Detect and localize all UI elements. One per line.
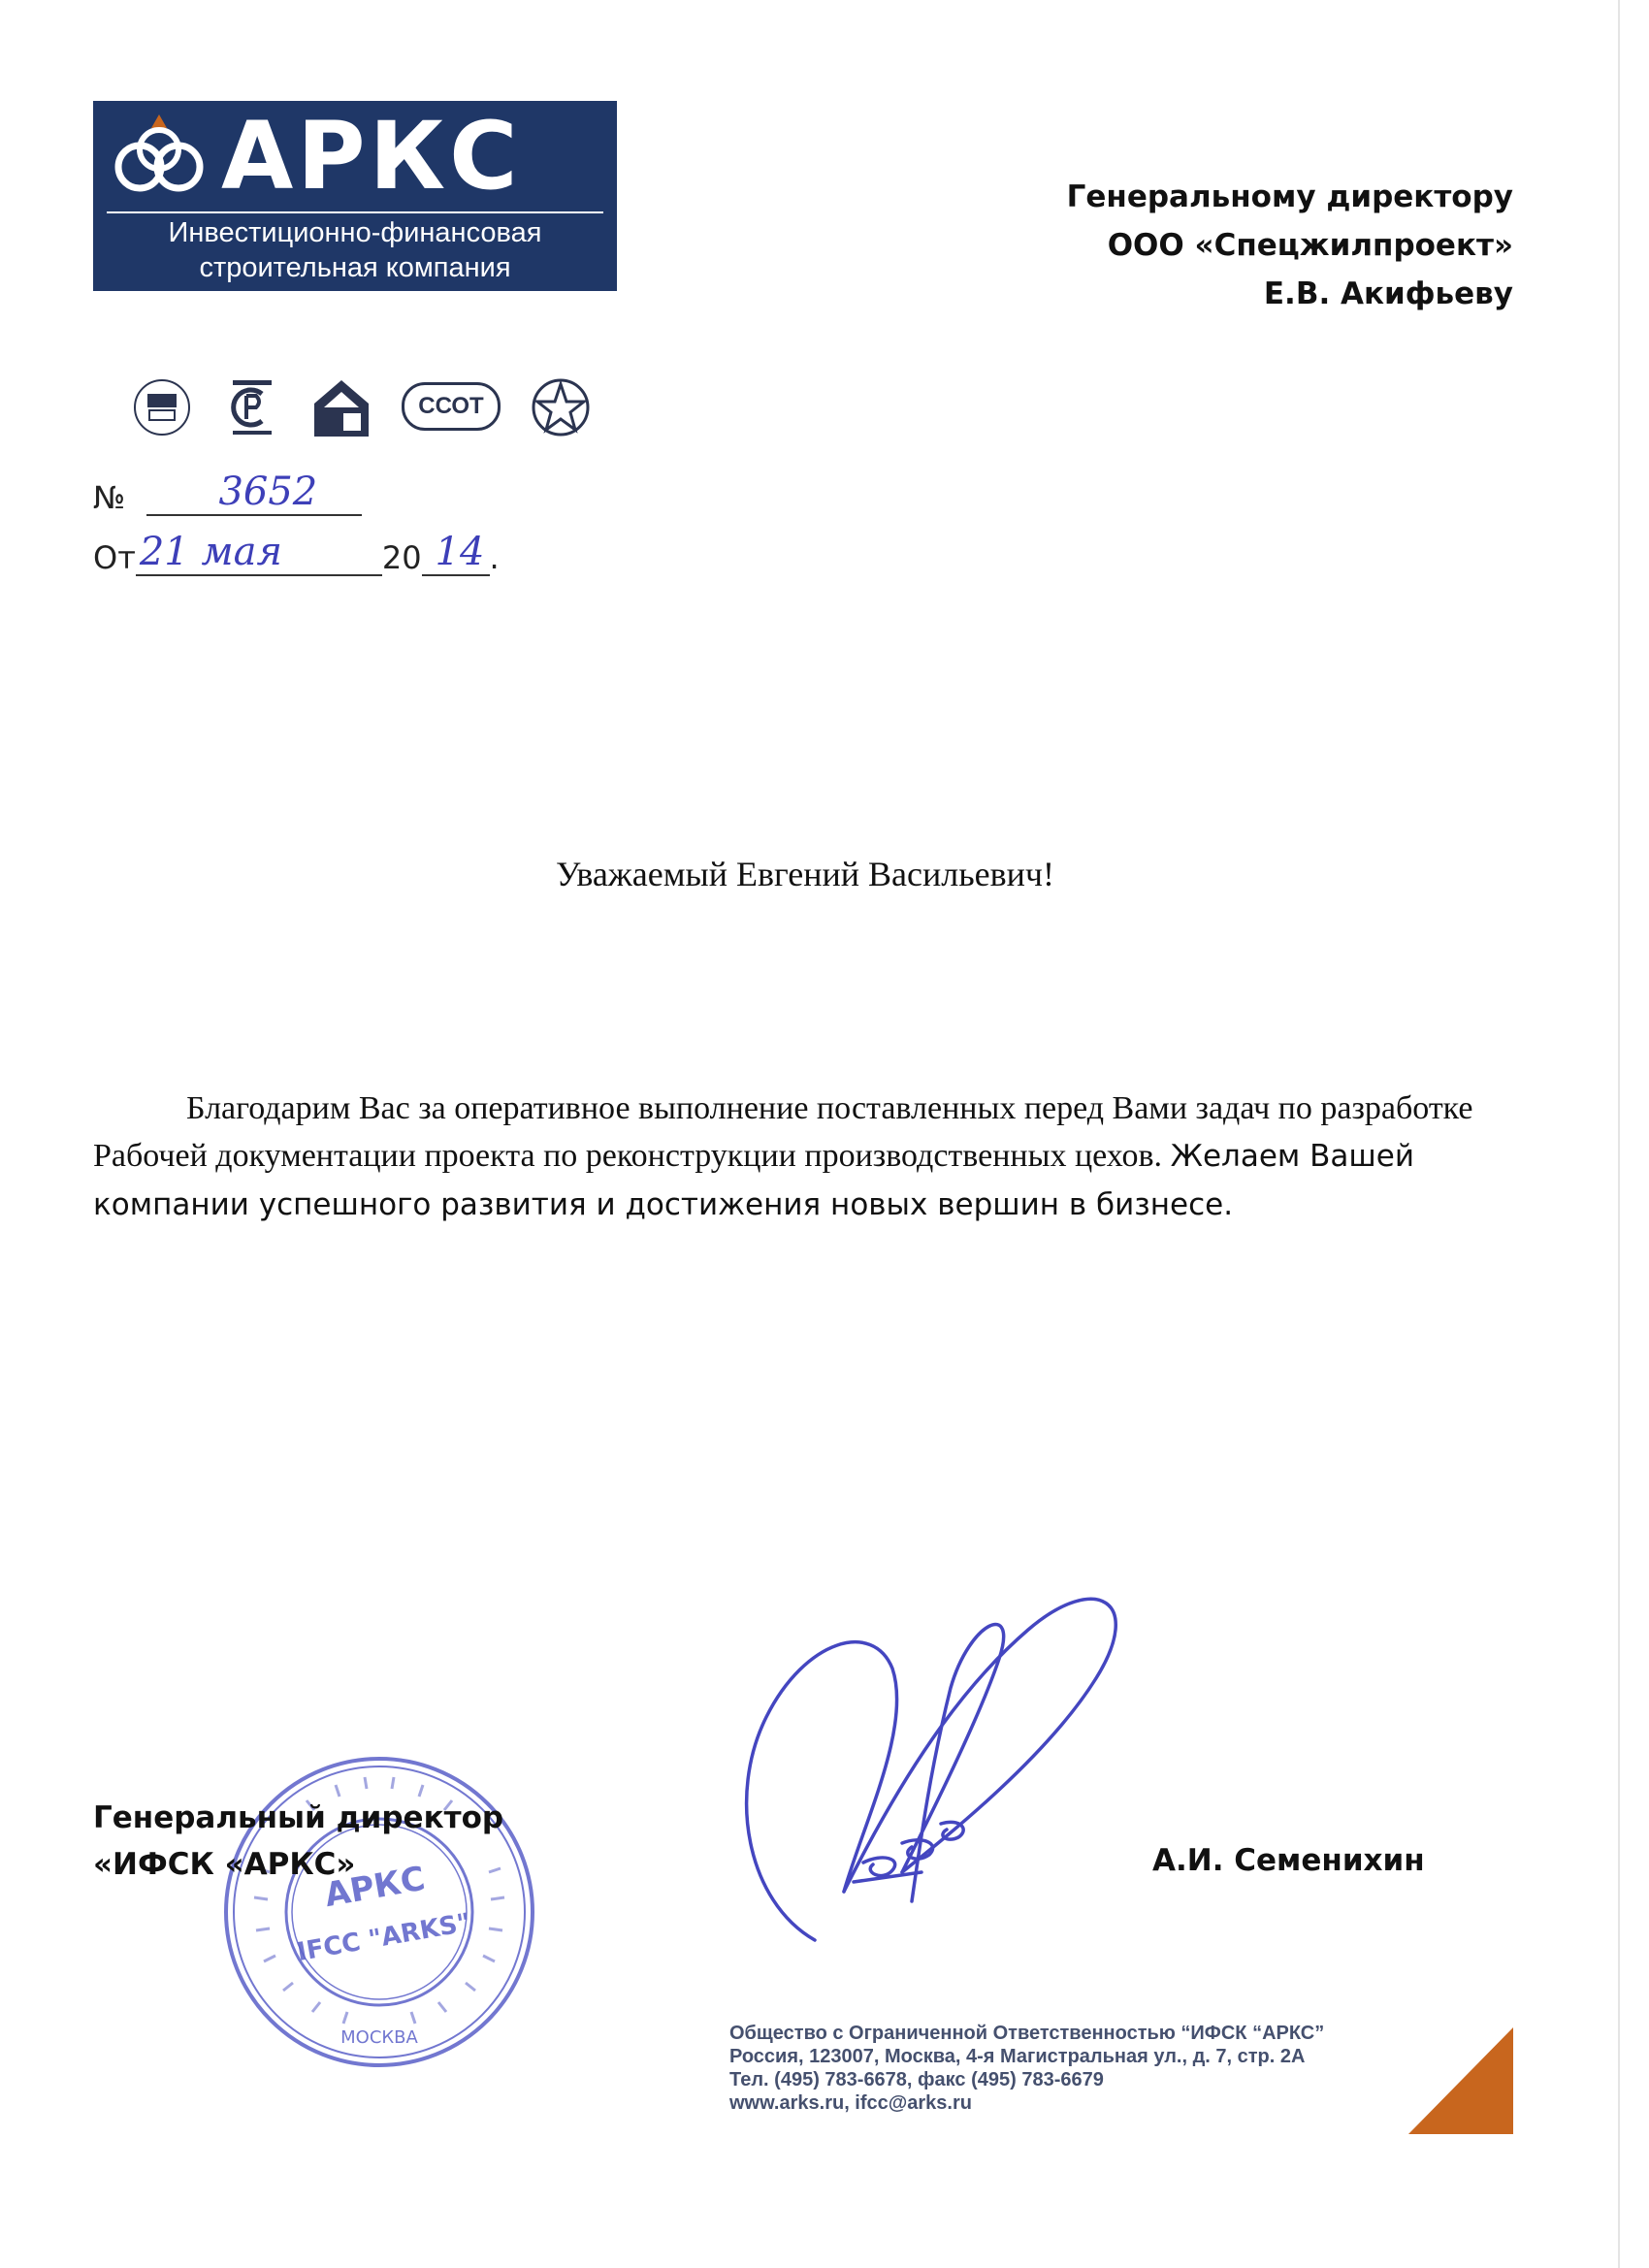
stamp-city: МОСКВА bbox=[340, 2027, 418, 2048]
footer-web: www.arks.ru, ifcc@arks.ru bbox=[729, 2092, 972, 2114]
logo-subtitle-line2: строительная компания bbox=[199, 252, 511, 283]
signer-position: Генеральный директор bbox=[93, 1800, 504, 1835]
signer-company: «ИФСК «АРКС» bbox=[93, 1847, 356, 1882]
date-value: 21 мая bbox=[139, 530, 282, 574]
house-cert-icon bbox=[310, 376, 372, 438]
addressee-name: Е.В. Акифьеву bbox=[1263, 276, 1513, 311]
corner-triangle-icon bbox=[1408, 2027, 1513, 2134]
date-blank bbox=[136, 530, 382, 576]
body-part2: Желаем Вашей компании успешного развития и достижения новых вершин в бизнесе. bbox=[93, 1139, 1414, 1222]
date-label: От bbox=[93, 539, 136, 576]
registration-number bbox=[93, 470, 362, 516]
addressee-block bbox=[1067, 173, 1513, 318]
company-footer bbox=[729, 2022, 1324, 2115]
page-edge bbox=[1618, 0, 1620, 2268]
letter-body bbox=[93, 1085, 1509, 1229]
year-blank bbox=[422, 530, 490, 576]
year-prefix: 20 bbox=[381, 539, 422, 576]
handwritten-signature bbox=[708, 1581, 1154, 1950]
logo-subtitle-line1: Инвестиционно-финансовая bbox=[168, 217, 542, 248]
logo-subtitle bbox=[93, 215, 617, 285]
date-trailing: . bbox=[489, 539, 500, 576]
signer-title bbox=[93, 1795, 503, 1888]
stamp-center-top: АРКС bbox=[321, 1859, 429, 1916]
logo-name: АРКС bbox=[221, 102, 522, 211]
rst-cert-icon bbox=[223, 376, 281, 438]
registration-date bbox=[93, 530, 500, 576]
footer-company-name: Общество с Ограниченной Ответственностью “ИФСК “АРКС” bbox=[729, 2023, 1325, 2044]
tuv-cert-icon bbox=[130, 376, 194, 438]
signer-name: А.И. Семенихин bbox=[1152, 1843, 1425, 1878]
year-value: 14 bbox=[435, 530, 485, 574]
arks-emblem-icon bbox=[111, 111, 208, 204]
body-part1: Благодарим Вас за оперативное выполнение поставленных перед Вами задач по разработке Рабочей документации проекта по реконструкции производственных цехов. bbox=[93, 1090, 1473, 1174]
stamp-center-bottom: IFCC "ARKS" bbox=[295, 1908, 473, 1968]
addressee-position: Генеральному директору bbox=[1066, 179, 1513, 214]
number-value: 3652 bbox=[218, 470, 318, 514]
salutation: Уважаемый Евгений Васильевич! bbox=[555, 855, 1054, 893]
footer-address: Россия, 123007, Москва, 4-я Магистральная ул., д. 7, стр. 2А bbox=[729, 2046, 1306, 2067]
addressee-company: ООО «Спецжилпроект» bbox=[1107, 228, 1513, 263]
company-logo bbox=[93, 101, 617, 291]
ssot-cert-badge: ССОТ bbox=[402, 382, 501, 431]
number-blank bbox=[146, 470, 362, 516]
star-cert-icon bbox=[530, 376, 592, 438]
logo-divider bbox=[107, 211, 603, 213]
number-label: № bbox=[93, 479, 126, 516]
footer-phone: Тел. (495) 783-6678, факс (495) 783-6679 bbox=[729, 2069, 1104, 2090]
